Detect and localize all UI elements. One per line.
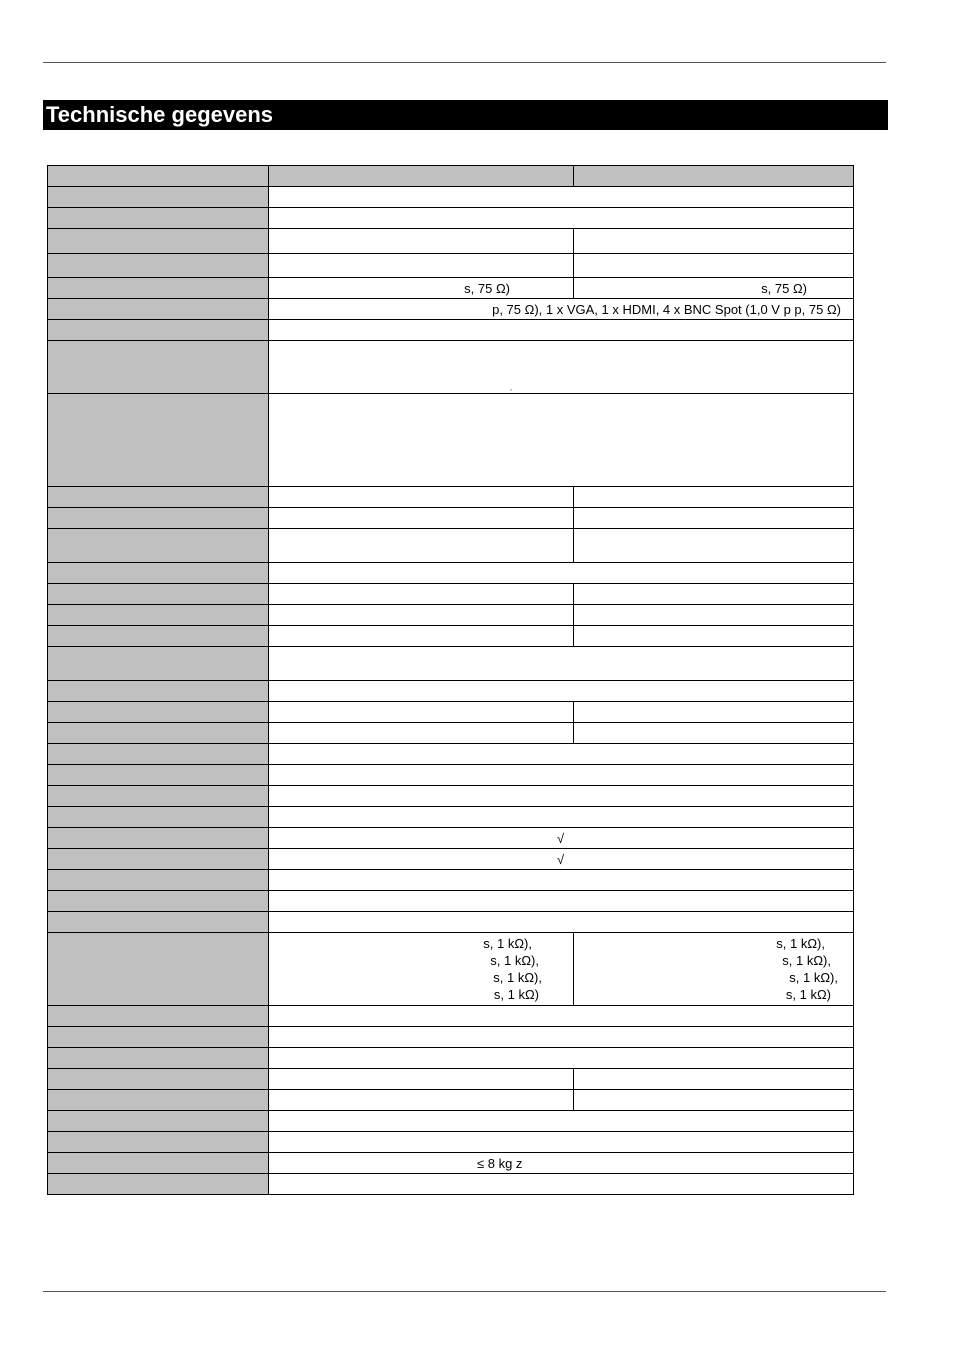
table-row [48, 299, 854, 320]
table-row [48, 508, 854, 529]
table-row [48, 208, 854, 229]
row-value [269, 681, 854, 702]
row-label [48, 487, 269, 508]
row-value [269, 1006, 854, 1027]
row-value [574, 487, 854, 508]
row-label [48, 1174, 269, 1195]
row-value [269, 278, 574, 299]
row-value [269, 626, 574, 647]
small-mark: , [510, 385, 512, 392]
row-value [269, 1069, 574, 1090]
table-row [48, 1069, 854, 1090]
table-row [48, 1132, 854, 1153]
table-row [48, 912, 854, 933]
row-label [48, 828, 269, 849]
row-label [48, 1027, 269, 1048]
row-value [269, 723, 574, 744]
row-label [48, 278, 269, 299]
table-row [48, 563, 854, 584]
row-label [48, 584, 269, 605]
table-row [48, 626, 854, 647]
row-label [48, 765, 269, 786]
table-row [48, 320, 854, 341]
row-label [48, 870, 269, 891]
row-value [269, 912, 854, 933]
row-value [269, 563, 854, 584]
table-row [48, 702, 854, 723]
row-value [269, 1027, 854, 1048]
row-value [574, 702, 854, 723]
video-input-left: s, 75 Ω) [464, 280, 510, 296]
row-label [48, 605, 269, 626]
row-label [48, 187, 269, 208]
audio-right-line: s, 1 kΩ), [776, 936, 825, 951]
row-label [48, 1069, 269, 1090]
audio-left-line: s, 1 kΩ) [493, 987, 539, 1002]
row-label [48, 744, 269, 765]
table-row [48, 341, 854, 394]
row-value [269, 1111, 854, 1132]
row-label [48, 1006, 269, 1027]
row-value [269, 828, 854, 849]
row-value [269, 341, 854, 394]
table-row [48, 229, 854, 254]
audio-right-line: s, 1 kΩ), [782, 953, 831, 968]
row-value [269, 1048, 854, 1069]
table-row [48, 786, 854, 807]
row-value [269, 320, 854, 341]
table-row [48, 723, 854, 744]
table-row [48, 394, 854, 487]
row-value [574, 1069, 854, 1090]
row-value [269, 229, 574, 254]
table-row [48, 529, 854, 563]
row-value [269, 605, 574, 626]
spec-table [47, 165, 854, 1195]
row-value [269, 870, 854, 891]
table-row [48, 487, 854, 508]
row-label [48, 723, 269, 744]
row-value [269, 508, 574, 529]
table-row [48, 1111, 854, 1132]
row-label [48, 1132, 269, 1153]
row-value [269, 208, 854, 229]
table-row [48, 933, 854, 1006]
footer-rule [43, 1291, 886, 1292]
header-cell [574, 166, 854, 187]
audio-right-line: s, 1 kΩ) [785, 987, 831, 1002]
row-value [269, 584, 574, 605]
row-value [574, 626, 854, 647]
row-label [48, 1111, 269, 1132]
row-value [574, 529, 854, 563]
row-value [574, 508, 854, 529]
table-row [48, 681, 854, 702]
row-value [574, 278, 854, 299]
row-value [269, 807, 854, 828]
weight-value: ≤ 8 kg z [477, 1155, 523, 1171]
row-label [48, 849, 269, 870]
audio-right-line: s, 1 kΩ), [789, 970, 838, 985]
row-label [48, 394, 269, 487]
row-value [574, 1090, 854, 1111]
row-value [269, 765, 854, 786]
row-value [269, 744, 854, 765]
row-value [574, 933, 854, 1006]
row-label [48, 681, 269, 702]
row-value [269, 786, 854, 807]
row-value [269, 529, 574, 563]
table-row [48, 584, 854, 605]
table-row [48, 870, 854, 891]
row-value [269, 187, 854, 208]
row-label [48, 786, 269, 807]
audio-left-line: s, 1 kΩ), [483, 936, 532, 951]
row-label [48, 1048, 269, 1069]
row-value [574, 254, 854, 278]
row-value [269, 299, 854, 320]
row-value [269, 933, 574, 1006]
row-value [269, 1174, 854, 1195]
row-value [269, 1090, 574, 1111]
table-row [48, 1048, 854, 1069]
row-value [574, 584, 854, 605]
row-value [269, 1153, 854, 1174]
row-value [269, 254, 574, 278]
table-row [48, 254, 854, 278]
table-row [48, 647, 854, 681]
table-header-row [48, 166, 854, 187]
table-row [48, 1153, 854, 1174]
audio-left-line: s, 1 kΩ), [490, 953, 539, 968]
table-row [48, 744, 854, 765]
table-row [48, 1174, 854, 1195]
row-value [269, 394, 854, 487]
header-cell [48, 166, 269, 187]
header-rule [43, 62, 886, 63]
video-input-right: s, 75 Ω) [761, 280, 807, 296]
table-row [48, 187, 854, 208]
row-label [48, 647, 269, 681]
row-value [269, 891, 854, 912]
table-row [48, 849, 854, 870]
row-label [48, 508, 269, 529]
table-row [48, 278, 854, 299]
row-label [48, 626, 269, 647]
check-mark: √ [557, 830, 565, 846]
row-value [269, 1132, 854, 1153]
row-label [48, 702, 269, 723]
table-row [48, 1006, 854, 1027]
row-label [48, 807, 269, 828]
table-row [48, 1090, 854, 1111]
row-label [48, 341, 269, 394]
table-row [48, 828, 854, 849]
header-cell [269, 166, 574, 187]
table-row [48, 605, 854, 626]
row-label [48, 933, 269, 1006]
row-value [574, 229, 854, 254]
table-row [48, 891, 854, 912]
row-label [48, 912, 269, 933]
row-label [48, 299, 269, 320]
video-output: p, 75 Ω), 1 x VGA, 1 x HDMI, 4 x BNC Spot (1,0 V p p, 75 Ω) [492, 301, 841, 317]
row-label [48, 254, 269, 278]
row-value [574, 723, 854, 744]
row-label [48, 891, 269, 912]
table-row [48, 765, 854, 786]
table-row [48, 807, 854, 828]
row-label [48, 1153, 269, 1174]
row-label [48, 229, 269, 254]
row-label [48, 1090, 269, 1111]
row-value [269, 487, 574, 508]
table-row [48, 1027, 854, 1048]
check-mark: √ [557, 851, 565, 867]
row-label [48, 529, 269, 563]
row-label [48, 563, 269, 584]
audio-left-line: s, 1 kΩ), [493, 970, 542, 985]
page-title: Technische gegevens [43, 100, 888, 130]
row-value [574, 605, 854, 626]
row-value [269, 849, 854, 870]
row-value [269, 647, 854, 681]
row-value [269, 702, 574, 723]
row-label [48, 208, 269, 229]
row-label [48, 320, 269, 341]
